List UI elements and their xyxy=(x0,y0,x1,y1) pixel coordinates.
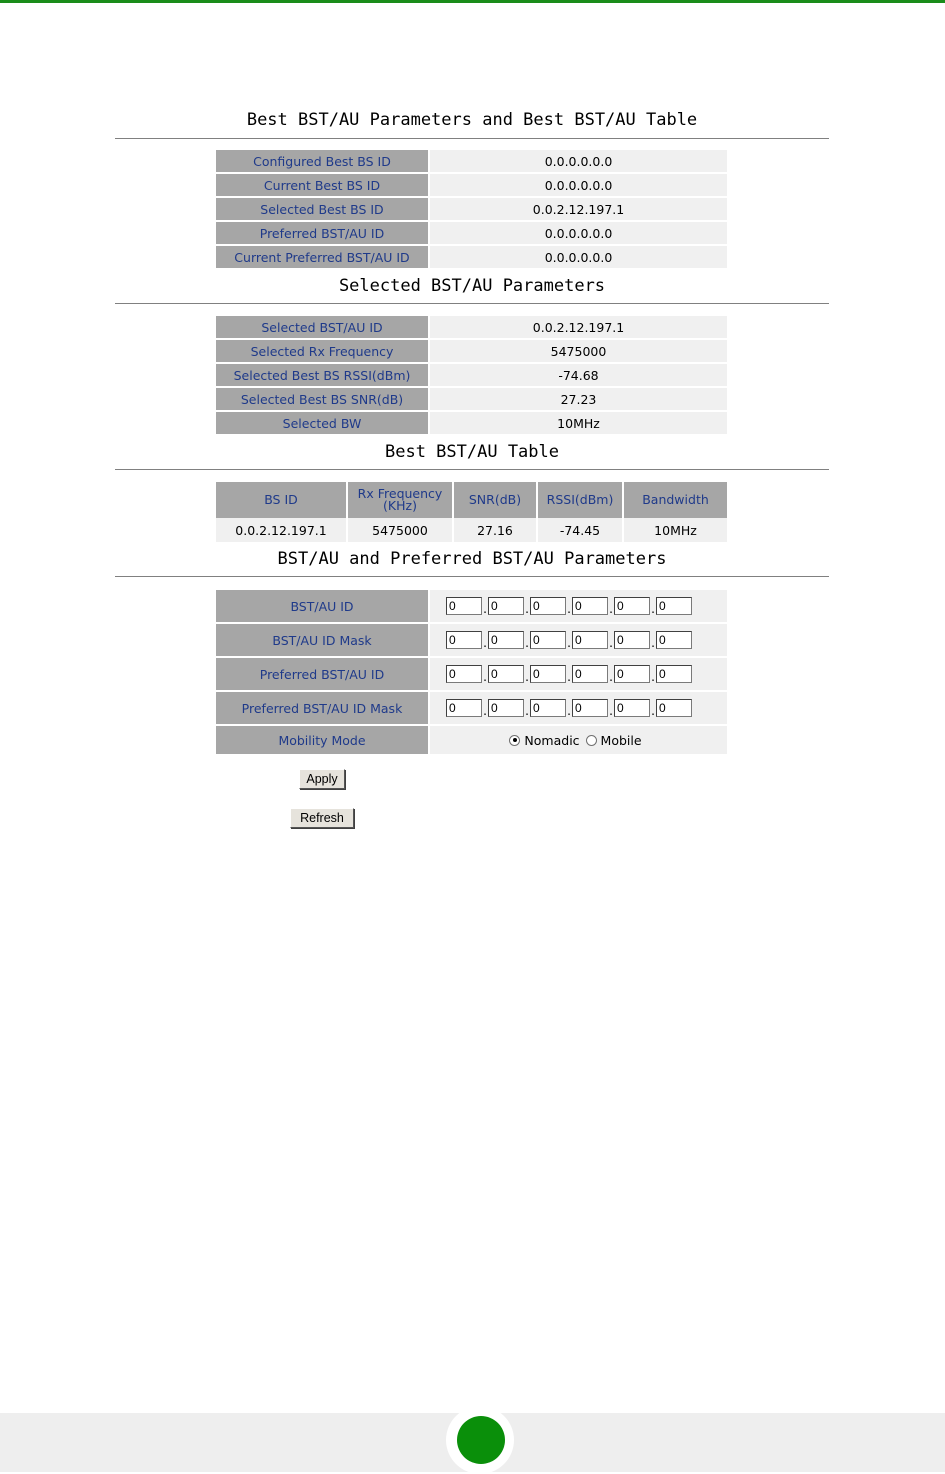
octet-separator: . xyxy=(483,602,487,616)
form-row-bst-au-id-mask xyxy=(216,624,727,656)
param-label: Selected BST/AU ID xyxy=(216,316,428,338)
mobility-radio-group xyxy=(430,733,727,748)
table-row xyxy=(216,518,727,542)
column-header: Bandwidth xyxy=(623,482,727,518)
table-row xyxy=(216,316,727,338)
octet-separator: . xyxy=(609,602,613,616)
param-value: 5475000 xyxy=(428,340,727,362)
green-circle-icon xyxy=(457,1416,505,1464)
param-label: Selected BW xyxy=(216,412,428,434)
octet-separator: . xyxy=(525,602,529,616)
id-octet-input[interactable] xyxy=(614,699,650,717)
param-label: Selected Rx Frequency xyxy=(216,340,428,362)
octet-separator: . xyxy=(567,704,571,718)
id-octet-input[interactable] xyxy=(656,699,692,717)
table-cell: 10MHz xyxy=(623,518,727,542)
param-label: Preferred BST/AU ID xyxy=(216,222,428,244)
best-params-title: Best BST/AU Parameters and Best BST/AU Table xyxy=(246,110,698,130)
param-label: Current Preferred BST/AU ID xyxy=(216,246,428,268)
refresh-button[interactable]: Refresh xyxy=(290,808,354,828)
form-row-mobility-mode xyxy=(216,726,727,754)
best-bs-table xyxy=(216,482,727,542)
id-octet-input[interactable] xyxy=(572,665,608,683)
id-octet-input[interactable] xyxy=(530,631,566,649)
id-octets xyxy=(430,665,727,683)
octet-separator: . xyxy=(567,602,571,616)
octet-separator: . xyxy=(567,670,571,684)
param-value: 27.23 xyxy=(428,388,727,410)
column-header: SNR(dB) xyxy=(453,482,537,518)
octet-separator: . xyxy=(525,670,529,684)
id-octet-input[interactable] xyxy=(572,597,608,615)
id-octet-input[interactable] xyxy=(446,631,482,649)
best-params-table xyxy=(216,148,727,270)
id-input-group xyxy=(428,590,727,622)
field-label: Preferred BST/AU ID xyxy=(216,658,428,690)
octet-separator: . xyxy=(525,704,529,718)
octet-separator: . xyxy=(651,704,655,718)
octet-separator: . xyxy=(651,670,655,684)
table-cell: 0.0.2.12.197.1 xyxy=(216,518,347,542)
table-cell: -74.45 xyxy=(537,518,623,542)
section-divider xyxy=(115,576,829,577)
id-input-group xyxy=(428,658,727,690)
octet-separator: . xyxy=(567,636,571,650)
table-row xyxy=(216,246,727,268)
field-label: BST/AU ID xyxy=(216,590,428,622)
octet-separator: . xyxy=(483,636,487,650)
apply-button[interactable]: Apply xyxy=(299,769,345,789)
best-table-title: Best BST/AU Table xyxy=(385,442,559,462)
table-row xyxy=(216,388,727,410)
param-value: 0.0.0.0.0.0 xyxy=(428,222,727,244)
nomadic-radio-label[interactable]: Nomadic xyxy=(524,732,580,748)
param-label: Selected Best BS ID xyxy=(216,198,428,220)
table-row xyxy=(216,222,727,244)
table-cell: 5475000 xyxy=(347,518,453,542)
id-octet-input[interactable] xyxy=(446,597,482,615)
section-divider xyxy=(115,138,829,139)
id-octets xyxy=(430,631,727,649)
octet-separator: . xyxy=(525,636,529,650)
form-row-preferred-bst-au-id-mask xyxy=(216,692,727,724)
id-octet-input[interactable] xyxy=(488,665,524,683)
id-input-group xyxy=(428,692,727,724)
selected-params-table xyxy=(216,314,727,436)
preferred-params-form xyxy=(216,588,727,756)
id-octets xyxy=(430,699,727,717)
id-octet-input[interactable] xyxy=(530,597,566,615)
column-header: Rx Frequency (KHz) xyxy=(347,482,453,518)
id-octet-input[interactable] xyxy=(488,597,524,615)
id-octet-input[interactable] xyxy=(614,631,650,649)
field-label: BST/AU ID Mask xyxy=(216,624,428,656)
octet-separator: . xyxy=(609,704,613,718)
param-label: Selected Best BS RSSI(dBm) xyxy=(216,364,428,386)
octet-separator: . xyxy=(609,670,613,684)
param-value: 0.0.2.12.197.1 xyxy=(428,198,727,220)
param-value: 10MHz xyxy=(428,412,727,434)
octet-separator: . xyxy=(651,636,655,650)
param-value: 0.0.2.12.197.1 xyxy=(428,316,727,338)
preferred-params-title: BST/AU and Preferred BST/AU Parameters xyxy=(277,549,667,569)
id-octet-input[interactable] xyxy=(446,699,482,717)
section-divider xyxy=(115,303,829,304)
octet-separator: . xyxy=(651,602,655,616)
form-row-preferred-bst-au-id xyxy=(216,658,727,690)
octet-separator: . xyxy=(483,670,487,684)
table-row xyxy=(216,198,727,220)
id-octet-input[interactable] xyxy=(656,597,692,615)
id-octet-input[interactable] xyxy=(530,699,566,717)
mobile-radio-label[interactable]: Mobile xyxy=(600,732,642,748)
id-octet-input[interactable] xyxy=(656,665,692,683)
field-label: Preferred BST/AU ID Mask xyxy=(216,692,428,724)
selected-params-title: Selected BST/AU Parameters xyxy=(338,276,606,296)
id-octet-input[interactable] xyxy=(488,699,524,717)
param-label: Selected Best BS SNR(dB) xyxy=(216,388,428,410)
table-row xyxy=(216,150,727,172)
param-value: 0.0.0.0.0.0 xyxy=(428,150,727,172)
id-octet-input[interactable] xyxy=(530,665,566,683)
param-value: 0.0.0.0.0.0 xyxy=(428,246,727,268)
param-label: Configured Best BS ID xyxy=(216,150,428,172)
octet-separator: . xyxy=(609,636,613,650)
param-value: -74.68 xyxy=(428,364,727,386)
nomadic-radio[interactable] xyxy=(509,735,520,746)
table-row xyxy=(216,364,727,386)
section-divider xyxy=(115,469,829,470)
id-octets xyxy=(430,597,727,615)
column-header: BS ID xyxy=(216,482,347,518)
form-row-bst-au-id xyxy=(216,590,727,622)
param-value: 0.0.0.0.0.0 xyxy=(428,174,727,196)
column-header: RSSI(dBm) xyxy=(537,482,623,518)
param-label: Current Best BS ID xyxy=(216,174,428,196)
id-octet-input[interactable] xyxy=(446,665,482,683)
id-octet-input[interactable] xyxy=(614,665,650,683)
id-octet-input[interactable] xyxy=(488,631,524,649)
octet-separator: . xyxy=(483,704,487,718)
table-cell: 27.16 xyxy=(453,518,537,542)
id-input-group xyxy=(428,624,727,656)
table-row xyxy=(216,174,727,196)
mobility-options xyxy=(428,726,727,754)
table-header-row xyxy=(216,482,727,518)
mobile-radio[interactable] xyxy=(586,735,597,746)
table-row xyxy=(216,340,727,362)
field-label: Mobility Mode xyxy=(216,726,428,754)
id-octet-input[interactable] xyxy=(572,699,608,717)
top-rule xyxy=(0,0,945,3)
table-row xyxy=(216,412,727,434)
id-octet-input[interactable] xyxy=(572,631,608,649)
id-octet-input[interactable] xyxy=(614,597,650,615)
id-octet-input[interactable] xyxy=(656,631,692,649)
